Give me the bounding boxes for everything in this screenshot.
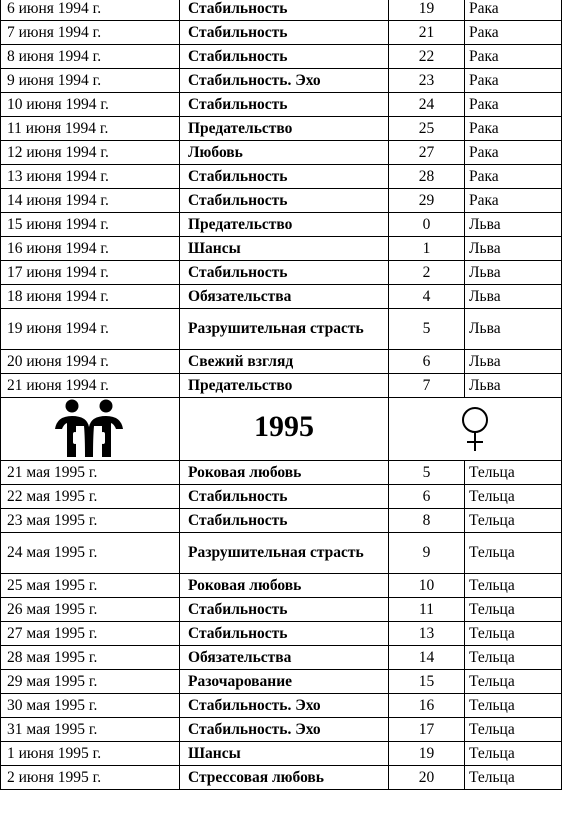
date-cell: 31 мая 1995 г. (1, 718, 180, 742)
date-cell: 28 мая 1995 г. (1, 646, 180, 670)
rows-1995 (1, 461, 562, 790)
sign-cell: Тельца (465, 533, 562, 574)
sign-cell: Рака (465, 189, 562, 213)
meaning-cell: Стабильность. Эхо (180, 69, 389, 93)
table-row (1, 213, 562, 237)
sign-cell: Тельца (465, 694, 562, 718)
table-row (1, 766, 562, 790)
date-cell: 25 мая 1995 г. (1, 574, 180, 598)
meaning-cell: Стрессовая любовь (180, 766, 389, 790)
table-row (1, 69, 562, 93)
date-cell: 8 июня 1994 г. (1, 45, 180, 69)
table-row (1, 461, 562, 485)
year-cell (180, 398, 389, 461)
sign-cell: Тельца (465, 646, 562, 670)
date-cell: 19 июня 1994 г. (1, 309, 180, 350)
date-cell: 22 мая 1995 г. (1, 485, 180, 509)
table-row (1, 237, 562, 261)
table-row (1, 485, 562, 509)
degree-cell: 5 (389, 461, 465, 485)
date-cell: 21 мая 1995 г. (1, 461, 180, 485)
sign-cell: Рака (465, 165, 562, 189)
date-cell: 7 июня 1994 г. (1, 21, 180, 45)
date-cell: 10 июня 1994 г. (1, 93, 180, 117)
meaning-cell: Обязательства (180, 285, 389, 309)
year-section (1, 398, 562, 461)
degree-cell: 4 (389, 285, 465, 309)
sign-cell: Льва (465, 237, 562, 261)
table-row (1, 742, 562, 766)
gemini-cell (1, 398, 180, 461)
degree-cell: 22 (389, 45, 465, 69)
meaning-cell: Стабильность. Эхо (180, 694, 389, 718)
sign-cell: Рака (465, 93, 562, 117)
degree-cell: 11 (389, 598, 465, 622)
meaning-cell: Стабильность (180, 21, 389, 45)
meaning-cell: Роковая любовь (180, 461, 389, 485)
degree-cell: 17 (389, 718, 465, 742)
year-header-row (1, 398, 562, 461)
table-row (1, 21, 562, 45)
date-cell: 13 июня 1994 г. (1, 165, 180, 189)
sign-cell: Рака (465, 141, 562, 165)
sign-cell: Рака (465, 0, 562, 21)
venus-icon (457, 405, 493, 453)
table-row (1, 45, 562, 69)
date-cell: 1 июня 1995 г. (1, 742, 180, 766)
date-cell: 6 июня 1994 г. (1, 0, 180, 21)
date-cell: 21 июня 1994 г. (1, 374, 180, 398)
sign-cell: Льва (465, 309, 562, 350)
meaning-cell: Стабильность (180, 189, 389, 213)
meaning-cell: Обязательства (180, 646, 389, 670)
meaning-cell: Стабильность. Эхо (180, 718, 389, 742)
meaning-cell: Предательство (180, 117, 389, 141)
table-row (1, 694, 562, 718)
year-label: 1995 (254, 409, 314, 443)
table-row (1, 285, 562, 309)
date-cell: 11 июня 1994 г. (1, 117, 180, 141)
meaning-cell: Предательство (180, 213, 389, 237)
meaning-cell: Роковая любовь (180, 574, 389, 598)
sign-cell: Тельца (465, 574, 562, 598)
degree-cell: 8 (389, 509, 465, 533)
meaning-cell: Стабильность (180, 45, 389, 69)
sign-cell: Льва (465, 350, 562, 374)
date-cell: 2 июня 1995 г. (1, 766, 180, 790)
degree-cell: 19 (389, 0, 465, 21)
table-row (1, 309, 562, 350)
meaning-cell: Стабильность (180, 622, 389, 646)
sign-cell: Рака (465, 45, 562, 69)
table-row (1, 117, 562, 141)
table-row (1, 598, 562, 622)
degree-cell: 14 (389, 646, 465, 670)
sign-cell: Тельца (465, 766, 562, 790)
degree-cell: 16 (389, 694, 465, 718)
meaning-cell: Разочарование (180, 670, 389, 694)
table-row (1, 93, 562, 117)
rows-1994 (1, 0, 562, 398)
meaning-cell: Разрушительная страсть (180, 309, 389, 350)
table-row (1, 189, 562, 213)
meaning-cell: Стабильность (180, 261, 389, 285)
sign-cell: Тельца (465, 622, 562, 646)
table-row (1, 574, 562, 598)
date-cell: 15 июня 1994 г. (1, 213, 180, 237)
degree-cell: 24 (389, 93, 465, 117)
degree-cell: 20 (389, 766, 465, 790)
sign-cell: Тельца (465, 742, 562, 766)
table-row (1, 0, 562, 21)
degree-cell: 15 (389, 670, 465, 694)
degree-cell: 6 (389, 485, 465, 509)
degree-cell: 6 (389, 350, 465, 374)
sign-cell: Льва (465, 261, 562, 285)
date-cell: 12 июня 1994 г. (1, 141, 180, 165)
date-cell: 18 июня 1994 г. (1, 285, 180, 309)
date-cell: 23 мая 1995 г. (1, 509, 180, 533)
date-cell: 27 мая 1995 г. (1, 622, 180, 646)
table-row (1, 261, 562, 285)
meaning-cell: Свежий взгляд (180, 350, 389, 374)
table-row (1, 509, 562, 533)
table-row (1, 718, 562, 742)
degree-cell: 7 (389, 374, 465, 398)
meaning-cell: Шансы (180, 237, 389, 261)
sign-cell: Тельца (465, 509, 562, 533)
sign-cell: Льва (465, 213, 562, 237)
sign-cell: Рака (465, 69, 562, 93)
sign-cell: Тельца (465, 670, 562, 694)
meaning-cell: Любовь (180, 141, 389, 165)
date-cell: 26 мая 1995 г. (1, 598, 180, 622)
sign-cell: Тельца (465, 598, 562, 622)
degree-cell: 1 (389, 237, 465, 261)
table-row (1, 350, 562, 374)
meaning-cell: Стабильность (180, 165, 389, 189)
degree-cell: 10 (389, 574, 465, 598)
table-row (1, 165, 562, 189)
degree-cell: 23 (389, 69, 465, 93)
date-cell: 20 июня 1994 г. (1, 350, 180, 374)
venus-cell (389, 398, 562, 461)
degree-cell: 2 (389, 261, 465, 285)
degree-cell: 13 (389, 622, 465, 646)
degree-cell: 25 (389, 117, 465, 141)
sign-cell: Рака (465, 21, 562, 45)
date-cell: 14 июня 1994 г. (1, 189, 180, 213)
sign-cell: Рака (465, 117, 562, 141)
sign-cell: Тельца (465, 461, 562, 485)
meaning-cell: Стабильность (180, 509, 389, 533)
table-row (1, 622, 562, 646)
sign-cell: Льва (465, 285, 562, 309)
date-cell: 29 мая 1995 г. (1, 670, 180, 694)
meaning-cell: Стабильность (180, 485, 389, 509)
table-row (1, 533, 562, 574)
table-row (1, 141, 562, 165)
table-row (1, 374, 562, 398)
meaning-cell: Стабильность (180, 93, 389, 117)
date-cell: 9 июня 1994 г. (1, 69, 180, 93)
degree-cell: 19 (389, 742, 465, 766)
degree-cell: 27 (389, 141, 465, 165)
sign-cell: Тельца (465, 485, 562, 509)
table-row (1, 670, 562, 694)
meaning-cell: Стабильность (180, 598, 389, 622)
date-cell: 16 июня 1994 г. (1, 237, 180, 261)
meaning-cell: Шансы (180, 742, 389, 766)
date-cell: 17 июня 1994 г. (1, 261, 180, 285)
sign-cell: Льва (465, 374, 562, 398)
date-cell: 30 мая 1995 г. (1, 694, 180, 718)
meaning-cell: Предательство (180, 374, 389, 398)
degree-cell: 9 (389, 533, 465, 574)
date-cell: 24 мая 1995 г. (1, 533, 180, 574)
degree-cell: 5 (389, 309, 465, 350)
degree-cell: 0 (389, 213, 465, 237)
meaning-cell: Стабильность (180, 0, 389, 21)
table-row (1, 646, 562, 670)
gemini-twins-icon (51, 399, 129, 459)
degree-cell: 29 (389, 189, 465, 213)
degree-cell: 28 (389, 165, 465, 189)
meaning-cell: Разрушительная страсть (180, 533, 389, 574)
degree-cell: 21 (389, 21, 465, 45)
sign-cell: Тельца (465, 718, 562, 742)
